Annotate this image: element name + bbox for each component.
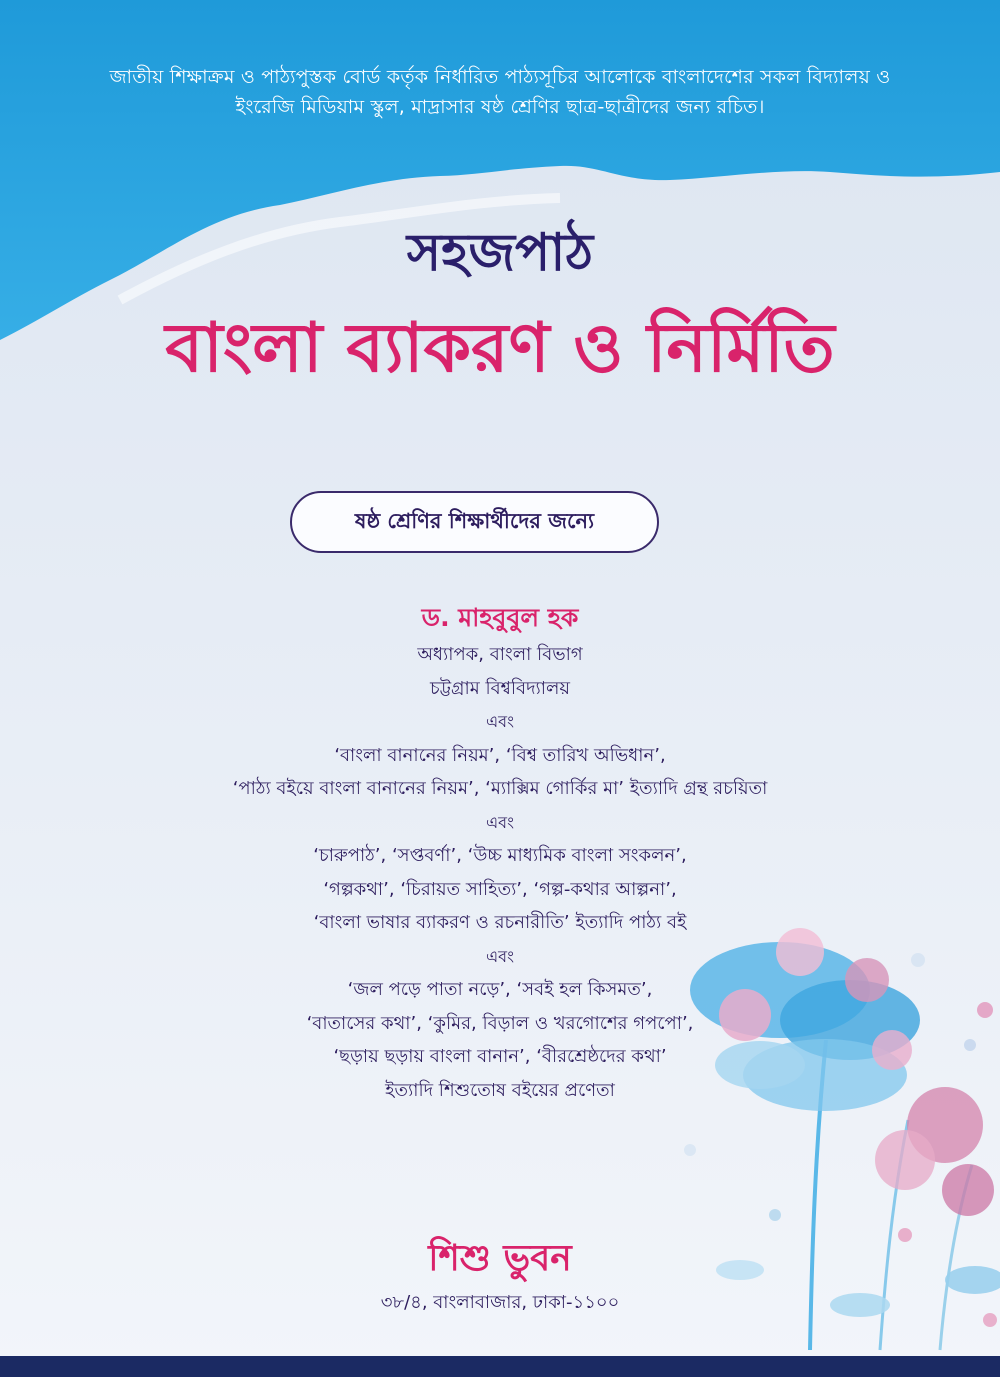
childrens-book-line: ‘বাতাসের কথা’, ‘কুমির, বিড়াল ও খরগোশের গপপো’,	[306, 1012, 694, 1034]
audience-label: ষষ্ঠ শ্রেণির শিক্ষার্থীদের জন্যে	[354, 508, 595, 533]
publisher-name: শিশু ভুবন	[428, 1237, 572, 1279]
textbook-list-line: ‘চারুপাঠ’, ‘সপ্তবর্ণা’, ‘উচ্চ মাধ্যমিক বাংলা সংকলন’,	[313, 845, 687, 866]
conjunction: এবং	[486, 812, 514, 832]
author-credits	[80, 638, 920, 1107]
publisher-address: ৩৮/৪, বাংলাবাজার, ঢাকা-১১০০	[380, 1292, 620, 1313]
pink-flower	[875, 1130, 935, 1190]
small-blossom	[977, 1002, 993, 1018]
book-title: বাংলা ব্যাকরণ ও নির্মিতি	[165, 308, 835, 388]
small-blossom	[964, 1039, 976, 1051]
bottom-band	[0, 1356, 1000, 1377]
author-position: অধ্যাপক, বাংলা বিভাগ	[417, 644, 583, 665]
pink-flower	[942, 1164, 994, 1216]
curriculum-statement	[40, 62, 960, 122]
book-list-line: ‘বাংলা বানানের নিয়ম’, ‘বিশ্ব তারিখ অভিধান’,	[334, 744, 666, 766]
curriculum-statement-line: জাতীয় শিক্ষাক্রম ও পাঠ্যপুস্তক বোর্ড কর্তৃক নির্ধারিত পাঠ্যসূচির আলোকে বাংলাদেশের সকল বিদ্যালয় ও	[109, 66, 891, 88]
textbook-list-line: ‘গল্পকথা’, ‘চিরায়ত সাহিত্য’, ‘গল্প-কথার আল্পনা’,	[323, 878, 677, 900]
audience-badge	[290, 491, 659, 553]
small-blossom	[769, 1209, 781, 1221]
conjunction: এবং	[486, 712, 514, 731]
childrens-book-line: ইত্যাদি শিশুতোষ বইয়ের প্রণেতা	[385, 1079, 615, 1101]
series-title: সহজপাঠ	[406, 222, 594, 283]
book-list-line: ‘পাঠ্য বইয়ে বাংলা বানানের নিয়ম’, ‘ম্যাক্সিম গোর্কির মা’ ইত্যাদি গ্রন্থ রচয়িতা	[232, 778, 768, 799]
childrens-book-line: ‘ছড়ায় ছড়ায় বাংলা বানান’, ‘বীরশ্রেষ্ঠদের কথা’	[333, 1046, 667, 1067]
curriculum-statement-line: ইংরেজি মিডিয়াম স্কুল, মাদ্রাসার ষষ্ঠ শ্রেণির ছাত্র-ছাত্রীদের জন্য রচিত।	[235, 96, 765, 118]
small-blossom	[684, 1144, 696, 1156]
childrens-book-line: ‘জল পড়ে পাতা নড়ে’, ‘সবই হল কিসমত’,	[347, 979, 653, 1000]
textbook-list-line: ‘বাংলা ভাষার ব্যাকরণ ও রচনারীতি’ ইত্যাদি পাঠ্য বই	[313, 912, 687, 933]
conjunction: এবং	[486, 946, 514, 966]
author-institution: চট্টগ্রাম বিশ্ববিদ্যালয়	[429, 677, 570, 699]
author-name: ড. মাহবুবুল হক	[421, 603, 579, 632]
